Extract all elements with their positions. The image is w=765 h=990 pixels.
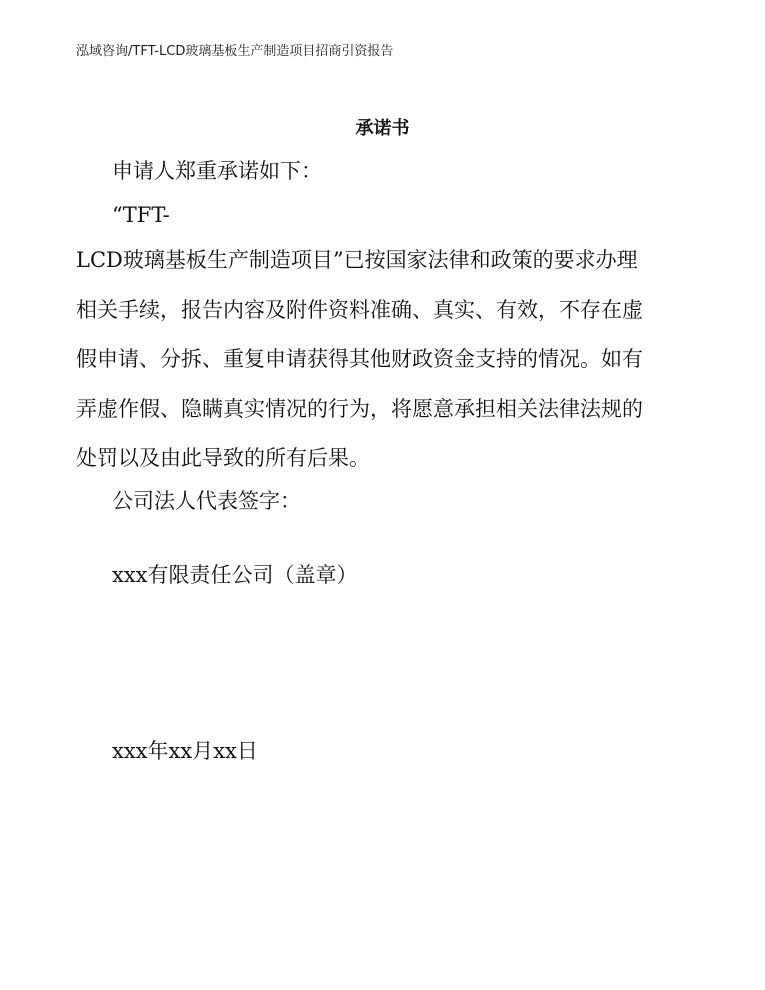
body-line: 弄虚作假、隐瞒真实情况的行为，将愿意承担相关法律法规的: [76, 397, 643, 421]
body-line: 假申请、分拆、重复申请获得其他财政资金支持的情况。如有: [76, 347, 643, 371]
document-title: 承诺书: [355, 118, 410, 139]
body-line: 相关手续，报告内容及附件资料准确、真实、有效，不存在虚: [76, 298, 643, 322]
signature-label: 公司法人代表签字：: [112, 489, 301, 513]
running-header: 泓域咨询/TFT-LCD玻璃基板生产制造项目招商引资报告: [76, 44, 394, 59]
body-line: LCD玻璃基板生产制造项目”已按国家法律和政策的要求办理: [76, 248, 638, 272]
intro-paragraph: 申请人郑重承诺如下：: [112, 159, 322, 183]
company-seal-line: xxx有限责任公司（盖章）: [112, 563, 358, 587]
quote-start-line: “TFT-: [112, 203, 170, 227]
body-line: 处罚以及由此导致的所有后果。: [76, 446, 370, 470]
date-line: xxx年xx月xx日: [112, 739, 258, 763]
